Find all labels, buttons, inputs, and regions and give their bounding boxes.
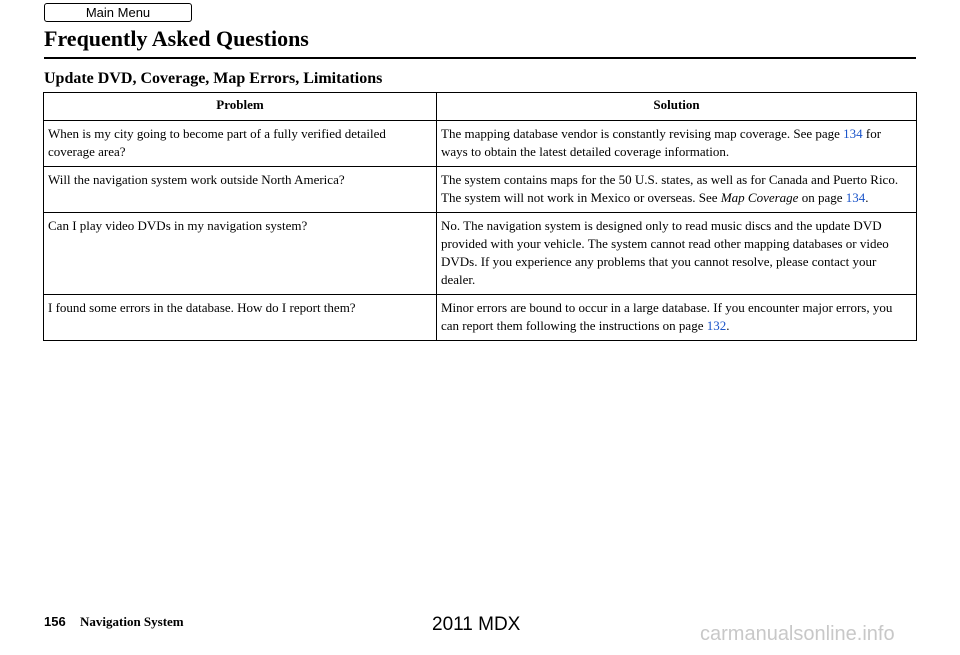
page-link[interactable]: 132 <box>706 318 727 333</box>
page-link[interactable]: 134 <box>843 126 863 141</box>
page-link[interactable]: 134 <box>845 190 866 205</box>
solution-cell <box>437 213 917 295</box>
faq-table <box>43 92 917 341</box>
table-row <box>44 121 917 167</box>
page-title: Frequently Asked Questions <box>44 26 309 51</box>
table-row <box>44 213 917 295</box>
main-menu-button[interactable]: Main Menu <box>44 3 192 22</box>
solution-text: No. The navigation system is designed only to read music discs and the update DVD provided with your vehicle. The system cannot read other mapping databases or video DVDs. If you experience any problems that you cannot resolve, please contact your dealer. <box>441 218 889 287</box>
solution-text: The system contains maps for the 50 U.S. states, as well as for Canada and Puerto Rico. The system will not work in Mexico or overseas. See <box>441 172 899 205</box>
footer-model-label: 2011 MDX <box>432 614 521 635</box>
solution-text: Minor errors are bound to occur in a large database. If you encounter major errors, you can report them following the instructions on page <box>441 300 893 333</box>
solution-text: . <box>865 190 869 205</box>
solution-cell <box>437 295 917 341</box>
footer-watermark: carmanualsonline.info <box>700 623 895 645</box>
problem-cell: Will the navigation system work outside North America? <box>44 167 437 213</box>
column-header-solution: Solution <box>437 93 917 121</box>
solution-cell <box>437 121 917 167</box>
page-number: 156 <box>44 614 66 629</box>
problem-cell: When is my city going to become part of a fully verified detailed coverage area? <box>44 121 437 167</box>
footer-section-name: Navigation System <box>80 614 184 629</box>
solution-text: for ways to obtain the latest detailed coverage information. <box>441 126 882 159</box>
table-header-row <box>44 93 917 121</box>
map-coverage-reference: Map Coverage <box>720 190 799 205</box>
title-divider <box>44 57 916 59</box>
solution-text: on page <box>798 190 846 205</box>
table-row <box>44 295 917 341</box>
section-title: Update DVD, Coverage, Map Errors, Limitations <box>44 70 383 87</box>
solution-cell <box>437 167 917 213</box>
solution-text: . <box>726 318 730 333</box>
problem-cell: Can I play video DVDs in my navigation system? <box>44 213 437 295</box>
solution-text: The mapping database vendor is constantly revising map coverage. See page <box>441 126 844 141</box>
table-row <box>44 167 917 213</box>
column-header-problem: Problem <box>44 93 437 121</box>
problem-cell: I found some errors in the database. How do I report them? <box>44 295 437 341</box>
